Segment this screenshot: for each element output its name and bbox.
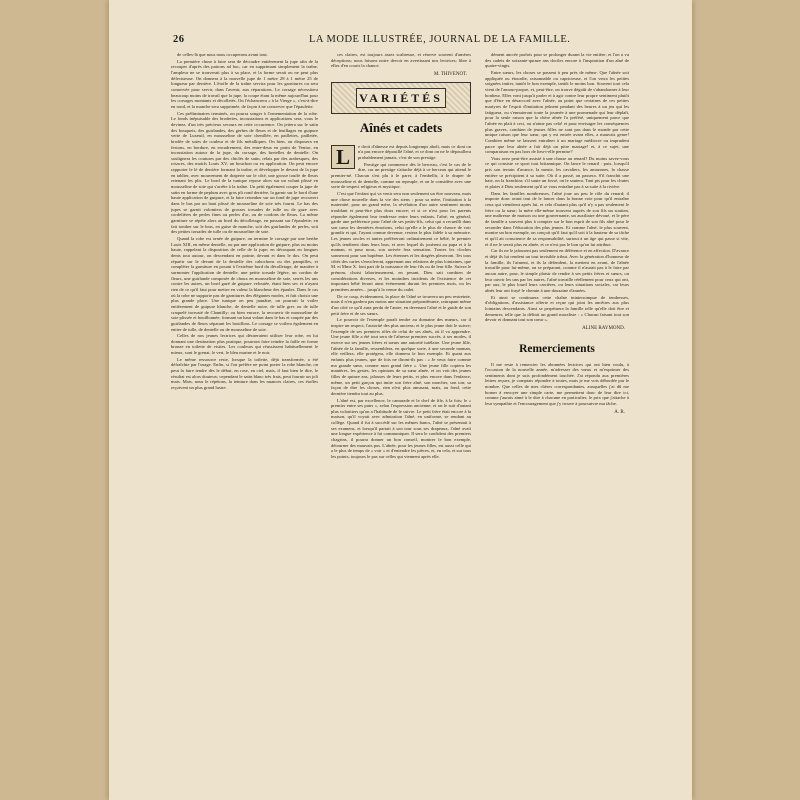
remerciements-title: Remerciements [519, 342, 595, 355]
remerciements-signature: A. R. [614, 409, 625, 415]
varietes-banner [331, 82, 471, 114]
paragraph: De ce coup, évidemment, la place de l'aîné se trouvera un peu restreinte, mais il n'en gardera pas moins une situation prépondérante, rattrapant même d'un côté ce qu'il aura perdu de l'autre, en devenant l'aîné et le guide de son petit frère et de ses sœurs. [331, 293, 471, 316]
paragraph: de celles-là que nous nous occuperons avant tout. [177, 52, 268, 57]
running-title: LA MODE ILLUSTRÉE, JOURNAL DE LA FAMILLE. [309, 34, 571, 45]
newspaper-page [109, 0, 692, 800]
paragraph: La première chose à faire sera de découdre entièrement la jupe afin de la recouper d'après des patrons ad hoc, car en supprimant simplement la traîne, l'ampleur ne se trouverait plus à sa place, et la forme serait ou ne peut plus défectueuse. On donnera à la nouvelle jupe de 1 mètre 28 à 1 mètre 25 de longueur par derrière. L'étoffe de la traîne servira pour les garnitures ou sera conservée pour servir, dans l'avenir, aux réparations. Le corsage nécessitera beaucoup moins de travail que la jupe, la coupe étant la même aujourd'hui pour les corsages montants et décolletés. On l'échancrera « à la Vierge », c'est-à-dire en rond, et la manche sera supprimée, de façon à ne conserver que l'épaulette. [171, 58, 318, 109]
column-left [171, 52, 318, 770]
paragraph: Quand la robe est ornée de guipure, on termine le corsage par une berthe Louis XIII, en même dentelle, ou par une application de guipure, plus ou moins haute, rappelant la disposition de celle de la jupe; en découpant en longues dents tout autour, on descendant en pointe, devant et dans le dos. On peut répartir sur le devant de la dentelle des cabochons ou des pampilles, et compléter la garniture en posant à l'extrême bord du décolletage, de manière à surmonter l'application de dentelle, une petite torsade légère, un cordon de fleurs, une guirlande composée de choux en mousseline de soie, serrés les uns contre les autres, un bord gazé de guipure veloutée, étant bien sec et n'ayant rien de ce qu'il faut pour mettre en valeur la blancheur des épaules. Dans le cas où la robe ne supporte pas de garnitures des élégantes modes, et fait choisir une plus grande place. Une tunique on peu jaunâtre, on pourrait la voiler entièrement de guipure blanche, de dentelle noire, de tulle grec ou de tulle craquelé incrusté de Chantilly; ou bien encore, la recouvrir de mousseline de soie plissée et bouillonnée, formant un haut volant dans le bas et coupée par des guirlandes de fleurs séparant les bouillons. Le corsage se voilera également en entier de tulle, de dentelle ou de mousseline de soie. [171, 236, 318, 332]
dropcap-letter: L [331, 145, 355, 169]
article-continuation [485, 52, 629, 323]
paragraph: Prestige qui commence dès le berceau, c'est le cas de le dire, car un prestige s'attache déjà à ce berceau qui attend le premier-né. Chacun s'est plu à le parer, à l'embellir, à le draper de mousseline et de dentelle, comme on repeuple, et on le considère avec une sorte de respect religieux et mystique. [331, 161, 471, 190]
paragraph: Car ils ne le jalousent pas seulement en déférence et en affection. D'avance et déjà ils lui rendent un tout invisible tribut. Avec la génération d'honneur de la famille, ils l'aiment, et ils la défendent, la mettent en avant, de l'aînée travaille pour lui-même, on se préparant, comme il n'aurait pas à le faire par aucun autre, pour, le simple plaisir de rendre à ses petits frères et sœurs, ou leur ouvrir les uns par les autres, l'aîné travaille réellement pour ceux qui ont, par aux, le plus lourd leurs carrières, ou leurs situations sociales, car leurs aînés leur ont frayé le chemin à une douzaine d'années. [485, 248, 629, 293]
article-signature: ALINE RAYMOND. [582, 325, 625, 331]
paragraph: Celles de nos jeunes lectrices qui désireraient utiliser leur robe, en lui donnant une destination plus pratique, pourront faire teindre la faille en forme bronze en toilette de visites. Les couleurs qui réussissent habituellement le mieux, sont le grenat, le vert, le bleu marine et le noir. [171, 333, 318, 356]
paragraph: dément ancrée parfois pour se prolonger durant la vie entière, et l'on a vu des cadets de soixante-quinze ans dociles encore à l'inspiration d'un aîné de quatre-vingts. [485, 52, 629, 69]
paragraph: e droit d'aînesse est depuis longtemps aboli, mais ce dont on n'a pas encore dépouillé l'aîné, et ce dont on ne le dépouillera probablement jamais, c'est de son prestige. [358, 143, 471, 160]
paragraph: Vous avez peut-être assisté à une chasse au renard? Du moins savez-vous ce qui consiste ce sport tout britannique. On lance le renard : puis, lorsqu'il pris son terrain d'avance, la meute, les cavaliers, les amazones, la chasse entière se précipitent à sa suite. Où il a passé, on passera. S'il franchit une haie, on la franchira; s'il saute un fossé, on le sautera. Tant pis pour les chutes et plaies à Dieu seulement qu'il se vous entraîne pas à sa suite à la rivière. [485, 155, 629, 190]
paragraph: L'aîné est, par excellence, le camarade et le chef de file, à la fois; le « premier entre ses pairs », selon l'expression ancienne; et on le suit d'autant plus volontiers qu'on a l'habitude de le suivre. Le petit frère était encore à la maison, qu'il voyait avec admiration l'aîné, en uniforme, se rendant au collège. Quand il fut à succédé sur les mêmes bancs, l'aîné se présentait à ses examens, et lorsqu'il partait à son tour sous ses drapeaux, l'aîné avait une longue expérience à lui communiquer. Il sera le confident des premiers chagrins, il pourra donner un bon conseil, montrer le bon exemple, détourner des mauvais pas. L'aînée, pour les jeunes filles, est aussi celle qui a le plus de temps de « voir » et d'entendre les pièces, et, en cela, et sur tous les points, toujours le pas sur celles qui viennent après elle. [331, 397, 471, 460]
paragraph: Ces préliminaires terminés, on pourra songer à l'ornementation de la robe. Le fonds inépuisable des broderies, incrustations et applications sera, vous le devinez, d'un très précieux secours en cette occurrence. On jettera sur le satin des bouquets, des guirlandes, des gerbes de fleurs et de feuillages en guipure verte de Luxeuil, en mousseline de soie chenillée, en paillettes, pailletée, brodée de soies de couleur et de fils métalliques. On bien, on disposera en festons, en bordure, en encadrement, des entre-deux en point de Venise, en incrustation autour de la jupe, du corsage, des bretelles de dentelle. On soulignera les coutures par des chiclés de satin, relais par des arabesques, des rosaces, des motifs Louis XV, un bouchon ou en application. On peut encore rapporter le lé de derrière formant la traîne, et développer le devant de la jupe en tablier, avec mouvement de draperie sur le côté, une grosse touffe de fleurs retenant les plis. Le bord de la tunique repose alors sur un volant plissé en mousseline de soie qui s'arrête à la traîne. Un petit également couper la jupe de satin en forme de peplum avec gros pli rond derrière, la garnir sur le bord d'une haute application de guipure, et la faire retomber sur un fond de jupe recouvert dans le bas par un haut plissé de mousseline de soie très fourni. Le bas des jupes se garnit volontiers de grosses torsades de tulle ou de gaze avec cordelières de perles fines ou perles d'or, ou de cordons de fleurs. La même garniture se répète alors au bord du décolletage, en passant sur l'épaulette; en fait tomber sur le bras, en guise de manche, soit des guirlandes de perles, soit des petites torsades de tulle ou de mousseline de soie. [171, 110, 318, 235]
paragraph: Dans les familles nombreuses, l'aîné joue un peu le rôle du renard; il importe donc avant tout de le lancer dans la bonne voie pour qu'il entraîne ceux qui viendront après lui, et cela d'autant plus qu'il n'y a pas seulement le frère ou la sœur; la mère elle-même trouvera auprès de son fils un soutien, une maîtresse de maison ou une gouvernante, un auxiliaire dévoué, et le père de famille a souvent plus à compter sur le bon esprit de son fils aîné pour le seconder dans l'éducation des plus jeunes. Et comme l'aîné, le plus souvent, montre un bon exemple, on conçoit qu'il faut qu'il soit à la hauteur de sa tâche et qu'il ait conscience de sa responsabilité, surtout à un âge qui passe si vite, et il ne le serait plus en aînée, et ce n'est pas le bon qu'on lui attribue. [485, 190, 629, 247]
column-middle [331, 52, 471, 770]
previous-article-ending [331, 52, 471, 69]
paragraph: Le même ressource reste, lorsque la toilette, déjà transformée, a été défraîchie par l'usage. Enfin, si l'on préfère ne point porter la robe blanche, on peut la faire tendre dès le début, en rose, en ciel, mais, il faut bien le dire, le résultat est alors douteux; cependant le satin blanc très frais, peut fournir un joli mais. Mais, nous le répétons, la teinture dans les nuances claires, ces étoffes reçoivent un plus grand lustre. [171, 356, 318, 391]
column-right [485, 52, 629, 770]
paragraph: Le pouvoir de l'exemple paraît tendre au domaine des mœurs, car il inspire un respect, l'autorité des plus anciens; et le plus jeune doit le suivre; l'exemple de ses premiers rôles de celui de ses aînés, où il va apprendre. Une jeune fille a été tout sera de l'aînesse premiers succès, à ses modes, il exerce sur ses jeunes frères et sœurs une autorité tutélaire. Une jeune fille, l'aînée de la famille, ressemblera, en quelque sorte, à une seconde maman, elle veillera, elle protégera, elle donnera le bon exemple. Et quant aux enfants plus jeunes, que de fois ne diront-ils pas : « Je veux faire comme ma grande sœur, comme mon grand frère ». Une jeune fille copiera les manières, les gestes, les opinions de sa sœur aînée, et on voit des jeunes filles de quinze ans, jalouses de leurs petits, et plus encore dans l'enfance, même, un petit garçon qui imite son frère aîné, son marcher, son ton; sa façon de dire les choses, rien n'est plus amusant, mais, au fond, cette dernière tiendra tout au plus. [331, 317, 471, 396]
page-number: 26 [173, 34, 185, 45]
article-title: Aînés et cadets [359, 119, 443, 135]
paragraph: Il me reste à remercier les abonnées lectrices qui ont bien voulu, à l'occasion de la nouvelle année, m'adresser des vœux et m'exprimer des sentiments dont je suis profondément touchée. J'ai répondu aux premières lettres reçues, je comptais répondre à toutes, mais je me vois débordée par le nombre. Que celles de mes chères correspondantes, auxquelles j'ai dû me borner à envoyer une simple carte, me permettent donc de leur dire ici, comme j'aurais aimé à le dire à chacune en particulier, le prix que j'attache à leur sympathie et l'encouragement que j'y trouve à poursuivre ma tâche. [485, 361, 629, 407]
paragraph: ces claires, est toujours assez scabreuse, et réserve souvent d'amères déceptions; nous faisons notre devoir en avertissant nos lectrices; libre à elles d'en courir la chance. [331, 52, 471, 69]
article-body [331, 144, 471, 460]
varietes-title: VARIÉTÉS [356, 88, 446, 108]
page-header [109, 34, 692, 48]
previous-article-signature: M. THIVENOT. [433, 71, 467, 77]
paragraph: C'est que l'enfant qui va venir sera non seulement un être nouveau, mais une chose nouvelle dans la vie des siens : pour sa mère, l'initiation à la maternité, pour un grand mère, la révélation d'un autre sentiment moins troublant et peut-être plus doux encore; et si ce n'est pour les parents répondre également leur tendresse entre leurs enfants, l'aîné, en général, garde une préférence pour l'aîné de ses petits-fils, celui qui a recueilli dans son cœur les dernières émotions, celui qu'elle a le plus de chance de voir grandir et qui, l'ayant connue devenue, restera le plus fidèle à sa mémoire. Les jeunes oncles et tantes préfèreront ordinairement ce bébé, le premier qu'ils tendirent dans leurs bras, et avec lequel ils jouèrent au papa et à la maman, et pour nous, son arrivée fera sensation. Toutes les cloches sonneront pour son baptême. Les étrennes et les dragées pleuvront. Tes tous côtés des cartes s'envoleront, apprenant aux relations de plus lointaines, que M. et Mme X. font part de la naissance de leur fils ou de leur fille. Suivra le prénom, choisi laborieusement, en pesant, Dieu sait combien de considérations diverses, et les moindres incidents de l'existence de cet important bébé feront ainsi évènement durant les premiers mois, ou les premières années... jusqu'à la venue du cadet. [331, 190, 471, 293]
paragraph: Et ainsi se continuera cette chaîne ininterrompue de tendresses, d'obligations, d'assistance offerte et reçue qui joint les ancêtres aux plus lointains descendants. Ainsi se perpétuera la famille telle qu'elle doit être et demeurer, telle que la définit un grand moraliste : « Chacun faisant tout son devoir et donnant tout son cœur ». [485, 294, 629, 323]
remerciements-body [485, 362, 629, 407]
paragraph: Entre sœurs, les choses se passent à peu près de même. Que l'aînée soit appliquée ou étourdie, raisonnable ou capricieuse, et l'on verra les petites soignées imiter, tantôt le bon exemple, tantôt le moins bon. Souvent tout cela vient de l'amour-propre, et, peut-être, on trouve dégoût de s'abandonner à leur bonheur. Elles vont jusqu'à parler et à agir contre leur propre sentiment plutôt que d'être en désaccord avec l'aînée, au point que certaines de ces petites martyres de l'esprit d'imitation jeûnent pendant des heures à un jeu qui les fatiguera, ou s'ennuieront toute la journée à une promenade qui leur déplaît, pour la seule raison que la chère aînée l'a préféré, uniquement parce que l'aînée en plait à ceci, ou n'aime pas cela! et pour envisager les conséquences plus graves, combien de jeunes filles ne sont pas dans le monde par cette unique raison que leur sœur, qui y est entrée avant elles, a mauvais genre! Combien même se laissent entraîner à un mariage médiocre ou imprudent parce que leur aînée a fait déjà un pitre mariage! et, à ce sujet, une comparaison en pas hors de lieu-t-elle permise? [485, 69, 629, 155]
